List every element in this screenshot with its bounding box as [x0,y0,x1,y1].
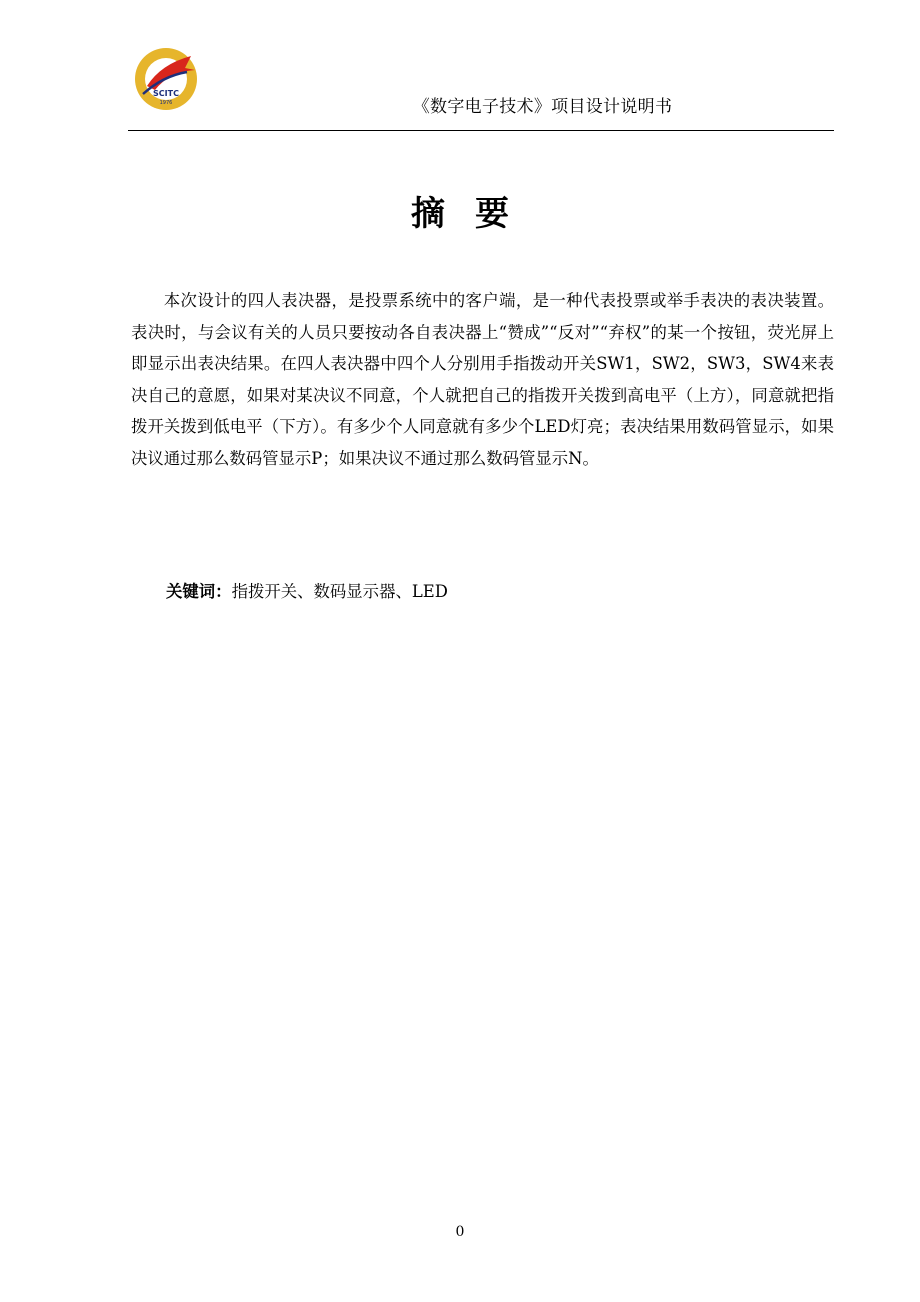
document-header-title: 《数字电子技术》项目设计说明书 [412,97,673,117]
logo-text: SCITC [153,89,179,98]
keywords-line [166,579,448,605]
abstract-paragraph: 本次设计的四人表决器，是投票系统中的客户端，是一种代表投票或举手表决的表决装置。表决时，与会议有关的人员只要按动各自表决器上“赞成”“反对”“弃权”的某一个按钮，荧光屏上即显示出表决结果。在四人表决器中四个人分别用手指拨动开关SW1，SW2，SW3，SW4来表决自己的意愿，如果对某决议不同意，个人就把自己的指拨开关拨到高电平（上方），同意就把指拨开关拨到低电平（下方）。有多少个人同意就有多少个LED灯亮；表决结果用数码管显示，如果决议通过那么数码管显示P；如果决议不通过那么数码管显示N。 [131,291,834,468]
page-number: 0 [455,1224,465,1240]
keywords-value: 指拨开关、数码显示器、LED [231,582,448,601]
page-title: 摘要 [411,194,539,234]
logo-year: 1976 [159,100,173,106]
header-divider [128,130,834,131]
keywords-label: 关键词： [166,582,232,601]
